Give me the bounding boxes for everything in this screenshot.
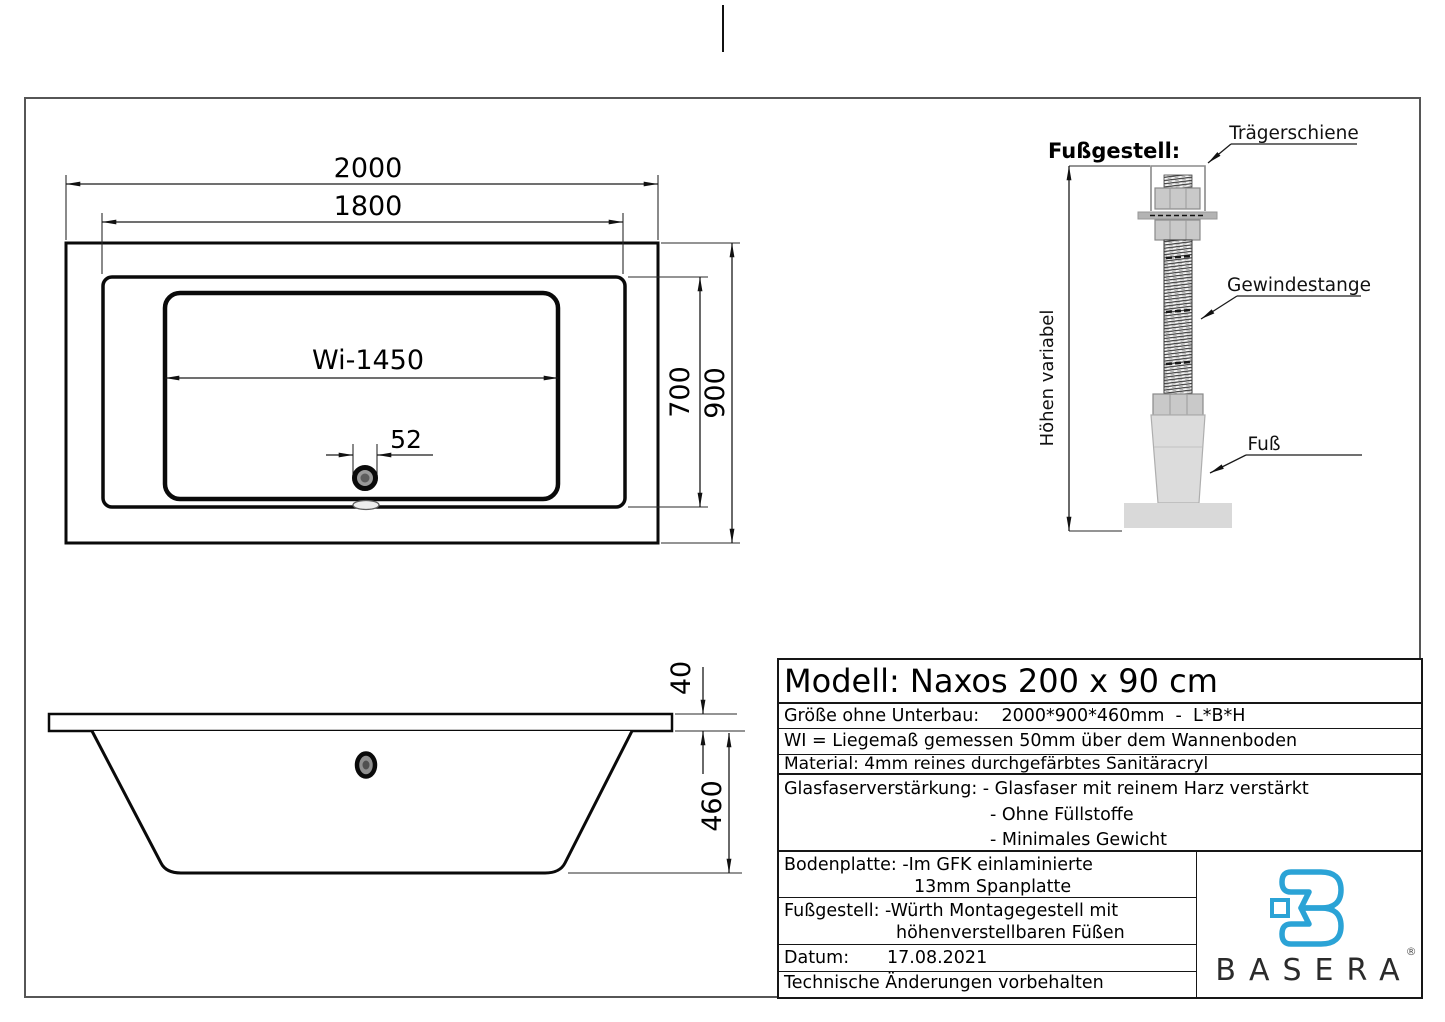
fiberglass-row bbox=[779, 775, 1421, 852]
title-block-left-column bbox=[779, 852, 1197, 998]
dim-40 bbox=[666, 661, 745, 774]
dim-1800-text: 1800 bbox=[333, 191, 403, 222]
size-row: Größe ohne Unterbau: 2000*900*460mm - L*B*H bbox=[779, 704, 1421, 729]
dim-700-text: 700 bbox=[665, 366, 696, 418]
fiberglass-line-3: - Minimales Gewicht bbox=[990, 830, 1167, 850]
foot-frame-line-1: Fußgestell: -Würth Montagegestell mit bbox=[784, 901, 1119, 921]
foot-frame-line-2: höhenverstellbaren Füßen bbox=[896, 923, 1125, 943]
svg-text:Fuß: Fuß bbox=[1247, 434, 1281, 455]
baseplate-line-1: Bodenplatte: -Im GFK einlaminierte bbox=[784, 855, 1093, 875]
label-threaded-rod bbox=[1201, 275, 1371, 319]
notice-row: Technische Änderungen vorbehalten bbox=[784, 973, 1104, 993]
dim-2000-text: 2000 bbox=[333, 153, 403, 184]
title-block bbox=[777, 658, 1423, 999]
foot-frame-row bbox=[779, 898, 1196, 945]
date-label: Datum: bbox=[784, 948, 850, 968]
wi-note-row: WI = Liegemaß gemessen 50mm über dem Wannenboden bbox=[779, 729, 1421, 755]
nut-middle bbox=[1155, 220, 1200, 240]
date-value: 17.08.2021 bbox=[887, 948, 988, 968]
washer-plate bbox=[1138, 212, 1217, 219]
baseplate-row bbox=[779, 852, 1196, 898]
thread-stub bbox=[1164, 175, 1192, 188]
base-plate bbox=[1124, 503, 1232, 528]
nut-top bbox=[1155, 188, 1200, 209]
foot-assembly-title: Fußgestell: bbox=[1048, 139, 1181, 163]
height-variable-text: Höhen variabel bbox=[1037, 309, 1058, 447]
nut-bottom bbox=[1153, 394, 1203, 415]
fiberglass-line-2: - Ohne Füllstoffe bbox=[990, 804, 1134, 825]
model-title: Modell: Naxos 200 x 90 cm bbox=[779, 660, 1421, 704]
svg-text:Gewindestange: Gewindestange bbox=[1227, 275, 1371, 296]
registered-mark: ® bbox=[1405, 944, 1417, 958]
overflow-mark bbox=[353, 501, 379, 510]
baseplate-line-2: 13mm Spanplatte bbox=[914, 877, 1072, 897]
side-view bbox=[49, 661, 745, 873]
threaded-rod bbox=[1164, 240, 1192, 394]
dim-52-text: 52 bbox=[390, 425, 422, 454]
drain-side bbox=[357, 754, 375, 777]
dim-40-text: 40 bbox=[666, 660, 697, 696]
dim-wi-text: Wi-1450 bbox=[311, 345, 425, 376]
svg-text:Trägerschiene: Trägerschiene bbox=[1229, 123, 1359, 144]
dim-460-text: 460 bbox=[697, 780, 728, 832]
title-block-bottom bbox=[779, 852, 1421, 998]
brand-text: BASERA bbox=[1215, 952, 1413, 988]
material-row: Material: 4mm reines durchgefärbtes Sanitäracryl bbox=[779, 755, 1421, 775]
label-foot bbox=[1210, 434, 1362, 473]
plan-view bbox=[66, 153, 740, 543]
brand-logo-cell bbox=[1197, 852, 1421, 998]
drain-plan bbox=[355, 468, 376, 489]
foot-assembly bbox=[1037, 123, 1371, 531]
adjustable-foot bbox=[1151, 415, 1205, 503]
label-carrier-rail bbox=[1208, 123, 1359, 163]
dim-900-text: 900 bbox=[700, 367, 731, 419]
tub-rim-plate bbox=[49, 714, 672, 731]
basera-wordmark bbox=[1205, 944, 1417, 988]
fiberglass-line-1: Glasfaserverstärkung: - Glasfaser mit reinem Harz verstärkt bbox=[784, 779, 1309, 799]
basera-logo-icon bbox=[1269, 865, 1349, 951]
date-row bbox=[779, 945, 1196, 972]
dim-height-variable bbox=[1037, 166, 1150, 531]
